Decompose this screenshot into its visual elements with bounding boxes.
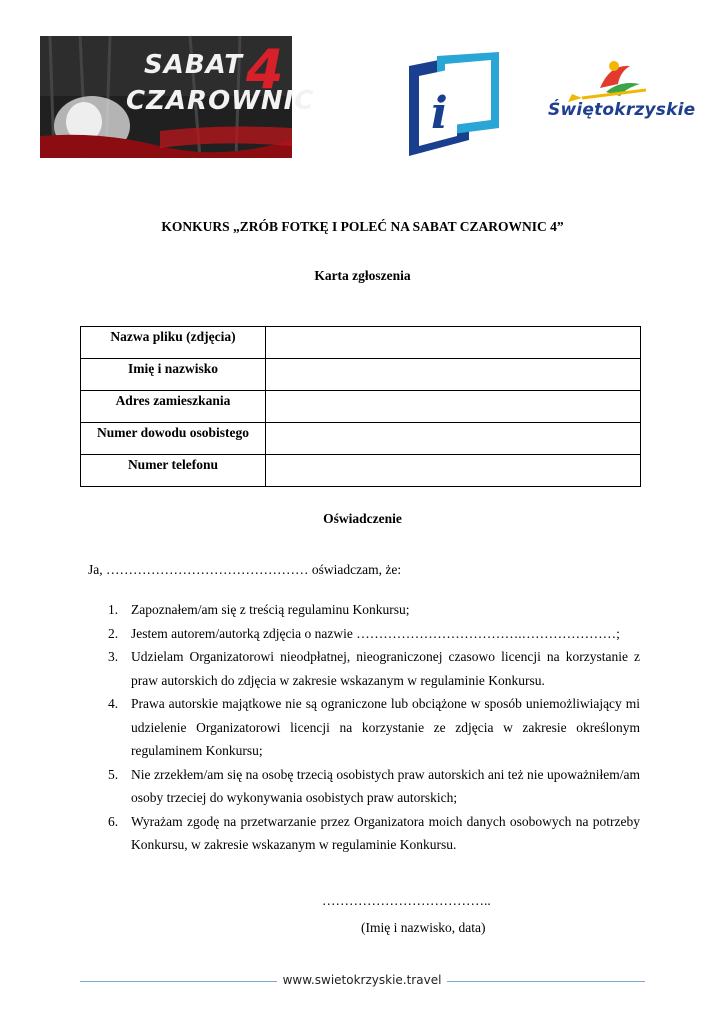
form-row bbox=[81, 327, 641, 359]
swietokrzyskie-logo bbox=[548, 58, 696, 134]
svg-text:i: i bbox=[431, 88, 448, 139]
form-field-value[interactable] bbox=[266, 391, 641, 423]
declaration-item bbox=[88, 810, 640, 857]
form-row bbox=[81, 359, 641, 391]
declaration-item-number: 3. bbox=[108, 649, 119, 664]
declaration-item-number: 5. bbox=[108, 766, 119, 782]
declaration-item-text: Wyrażam zgodę na przetwarzanie przez Organizatora moich danych osobowych na potrzeby Konkursu, w zakresie wskazanym w regulaminie Konkursu. bbox=[131, 813, 640, 852]
declaration-item-text: Zapoznałem/am się z treścią regulaminu Konkursu; bbox=[131, 602, 410, 617]
declaration-item-number: 1. bbox=[108, 602, 119, 617]
form-field-value[interactable] bbox=[266, 423, 641, 455]
form-field-value[interactable] bbox=[266, 455, 641, 487]
declaration-item-text: Jestem autorem/autorką zdjęcia o nazwie ……………………………….…………………; bbox=[131, 625, 620, 641]
declaration-item-number: 4. bbox=[108, 696, 119, 711]
signature-caption: (Imię i nazwisko, data) bbox=[361, 920, 486, 935]
sabat-logo-number: 4 bbox=[246, 38, 284, 101]
contest-title: KONKURS „ZRÓB FOTKĘ I POLEĆ NA SABAT CZAROWNIC 4” bbox=[161, 219, 564, 234]
declaration-item-text: Udzielam Organizatorowi nieodpłatnej, nieograniczonej czasowo licencji na korzystanie z praw autorskich do zdjęcia w zakresie wskazanym w regulaminie Konkursu. bbox=[131, 649, 640, 688]
declaration-list bbox=[88, 598, 640, 857]
form-field-label: Numer dowodu osobistego bbox=[81, 423, 266, 455]
form-field-value[interactable] bbox=[266, 359, 641, 391]
form-row bbox=[81, 455, 641, 487]
signature-line: ……………………………….. bbox=[322, 893, 491, 908]
form-row bbox=[81, 391, 641, 423]
form-row bbox=[81, 423, 641, 455]
form-field-label: Adres zamieszkania bbox=[81, 391, 266, 423]
declaration-intro: Ja, ……………………………………… oświadczam, że: bbox=[88, 562, 402, 577]
sabat-logo-line2: CZAROWNIC bbox=[126, 86, 315, 116]
entry-form-table bbox=[80, 326, 641, 487]
declaration-item bbox=[88, 598, 640, 622]
declaration-item bbox=[88, 622, 640, 646]
information-icon bbox=[407, 52, 499, 156]
form-subtitle: Karta zgłoszenia bbox=[314, 268, 411, 283]
form-field-label: Numer telefonu bbox=[81, 455, 266, 487]
declaration-item bbox=[88, 645, 640, 692]
declaration-item-text: Nie zrzekłem/am się na osobę trzecią osobistych praw autorskich ani też nie upoważniłem/am osoby trzeciej do wykonywania osobistych praw autorskich; bbox=[131, 766, 640, 805]
declaration-item-number: 6. bbox=[108, 813, 119, 829]
footer-divider-right bbox=[447, 981, 645, 982]
witch-broom-icon bbox=[548, 58, 678, 104]
sabat-czarownic-logo bbox=[40, 36, 315, 158]
tourist-information-logo bbox=[407, 52, 499, 156]
declaration-item-number: 2. bbox=[108, 625, 119, 641]
declaration-item-text: Prawa autorskie majątkowe nie są ograniczone lub obciążone w sposób uniemożliwiający mi udzielenie Organizatorowi licencji na korzystanie ze zdjęcia w zakresie określonym regulaminem Konkursu; bbox=[131, 696, 640, 758]
declaration-item bbox=[88, 692, 640, 763]
form-field-label: Imię i nazwisko bbox=[81, 359, 266, 391]
footer-website-link[interactable]: www.swietokrzyskie.travel bbox=[282, 973, 442, 987]
form-field-value[interactable] bbox=[266, 327, 641, 359]
declaration-item bbox=[88, 763, 640, 810]
declaration-title: Oświadczenie bbox=[323, 511, 402, 526]
form-field-label: Nazwa pliku (zdjęcia) bbox=[81, 327, 266, 359]
sabat-logo-line1: SABAT bbox=[144, 50, 244, 80]
swietokrzyskie-logo-text: Świętokrzyskie bbox=[548, 100, 696, 120]
footer-divider-left bbox=[80, 981, 277, 982]
